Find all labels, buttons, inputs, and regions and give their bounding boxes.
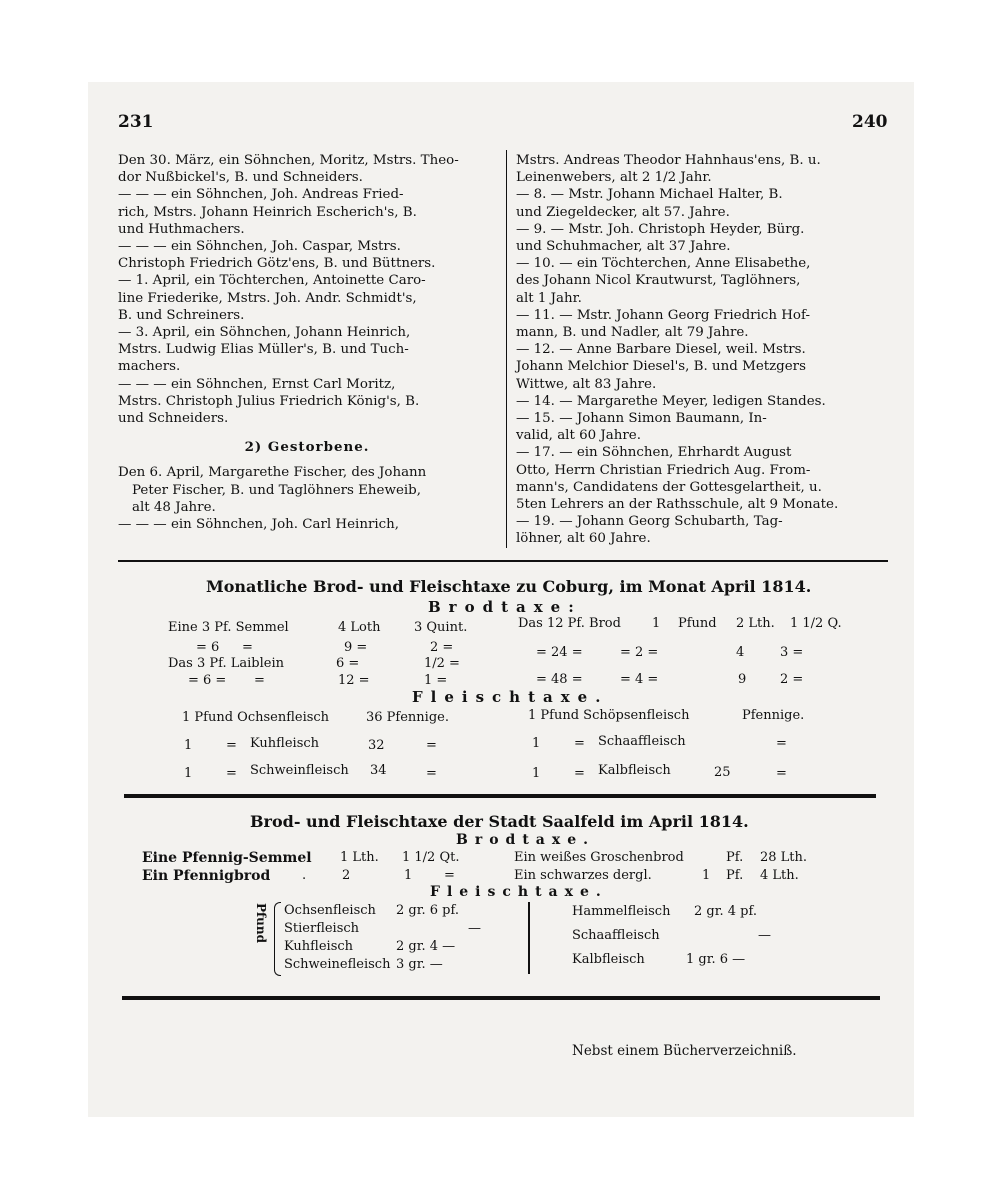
saalfeld-value: 1 xyxy=(404,868,413,883)
text-line: — 11. — Mstr. Johann Georg Friedrich Hof- xyxy=(516,307,810,323)
text-line: — — — ein Söhnchen, Joh. Andreas Fried- xyxy=(118,187,404,203)
coburg-value: 3 Quint. xyxy=(414,620,468,635)
left-column xyxy=(118,152,496,533)
saalfeld-item: Ein weißes Groschenbrod xyxy=(514,850,684,865)
coburg-value: 2 Lth. xyxy=(736,616,775,631)
section-rule xyxy=(124,794,876,798)
saalfeld-brodtaxe-heading: Brodtaxe. xyxy=(456,832,596,848)
coburg-value: = xyxy=(776,766,787,781)
section-rule xyxy=(118,560,888,562)
saalfeld-meat-price: — xyxy=(468,921,481,936)
coburg-value: 1 xyxy=(184,738,193,753)
saalfeld-value: Pf. xyxy=(726,868,744,883)
coburg-value: = xyxy=(242,640,253,655)
saalfeld-meat-item: Schweinefleisch xyxy=(284,957,391,972)
text-line: 5ten Lehrers an der Rathsschule, alt 9 Monate. xyxy=(516,497,839,513)
saalfeld-value: 1 1/2 Qt. xyxy=(402,850,460,865)
coburg-value: 3 = xyxy=(780,645,804,660)
coburg-value: = xyxy=(226,766,237,781)
text-line: Mstrs. Andreas Theodor Hahnhaus'ens, B. u. xyxy=(516,153,821,168)
coburg-meat-item: Schaaffleisch xyxy=(598,734,686,749)
saalfeld-value: = xyxy=(444,868,455,883)
text-line: machers. xyxy=(118,359,181,375)
text-line: des Johann Nicol Krautwurst, Taglöhners, xyxy=(516,273,801,289)
text-line: und Ziegeldecker, alt 57. Jahre. xyxy=(516,204,730,220)
text-line: — 14. — Margarethe Meyer, ledigen Standes. xyxy=(516,393,826,409)
text-line: und Huthmachers. xyxy=(118,221,245,237)
saalfeld-value: 2 xyxy=(342,868,351,883)
saalfeld-meat-price: 2 gr. 4 — xyxy=(396,939,456,954)
saalfeld-meat-item: Stierfleisch xyxy=(284,921,360,936)
text-line: Johann Melchior Diesel's, B. und Metzgers xyxy=(516,359,806,375)
coburg-value: 1 1/2 Q. xyxy=(790,616,842,631)
saalfeld-fleischtaxe-heading: Fleischtaxe. xyxy=(430,884,608,900)
coburg-value: = 2 = xyxy=(620,645,659,660)
coburg-value: 4 xyxy=(736,645,745,660)
coburg-value: Pfund xyxy=(678,616,717,631)
text-line: rich, Mstrs. Johann Heinrich Escherich's, B. xyxy=(118,204,417,220)
coburg-value: = xyxy=(426,738,437,753)
text-line: mann's, Candidatens der Gottesgelartheit, u. xyxy=(516,479,822,495)
saalfeld-meat-price: — xyxy=(758,928,771,943)
text-line: alt 1 Jahr. xyxy=(516,290,582,306)
coburg-value: = 48 = xyxy=(536,672,583,687)
coburg-value: = xyxy=(776,736,787,751)
text-line: Leinenwebers, alt 2 1/2 Jahr. xyxy=(516,170,712,186)
saalfeld-meat-price: 3 gr. — xyxy=(396,957,443,972)
coburg-value: 1/2 = xyxy=(424,656,460,671)
saalfeld-meat-price: 2 gr. 6 pf. xyxy=(396,903,459,918)
coburg-meat-item: 1 Pfund Schöpsenfleisch xyxy=(528,708,690,723)
text-line: Otto, Herrn Christian Friedrich Aug. From- xyxy=(516,462,811,478)
text-line: dor Nußbickel's, B. und Schneiders. xyxy=(118,170,363,186)
text-line: Den 6. April, Margarethe Fischer, des Johann xyxy=(118,465,427,481)
text-line: — 17. — ein Söhnchen, Ehrhardt August xyxy=(516,445,792,461)
text-line: — 3. April, ein Söhnchen, Johann Heinrich, xyxy=(118,325,411,341)
coburg-value: 1 xyxy=(184,766,193,781)
text-line: und Schuhmacher, alt 37 Jahre. xyxy=(516,239,731,255)
right-column xyxy=(516,152,898,548)
coburg-meat-item: Schweinfleisch xyxy=(250,763,349,778)
column-divider xyxy=(506,150,507,548)
saalfeld-value: Pf. xyxy=(726,850,744,865)
coburg-value: 12 = xyxy=(338,673,370,688)
saalfeld-meat-price: 1 gr. 6 — xyxy=(686,952,746,967)
coburg-value: 4 Loth xyxy=(338,620,381,635)
text-line: — 9. — Mstr. Joh. Christoph Heyder, Bürg. xyxy=(516,221,805,237)
brace xyxy=(274,902,281,976)
saalfeld-meat-price: 2 gr. 4 pf. xyxy=(694,904,757,919)
coburg-meat-item: 1 Pfund Ochsenfleisch xyxy=(182,710,330,725)
footer-note: Nebst einem Bücherverzeichniß. xyxy=(572,1043,797,1059)
table-divider xyxy=(528,902,530,974)
coburg-meat-item: Kuhfleisch xyxy=(250,736,320,751)
text-line: — 8. — Mstr. Johann Michael Halter, B. xyxy=(516,187,783,203)
coburg-value: 1 xyxy=(532,766,541,781)
coburg-value: = xyxy=(574,736,585,751)
coburg-meat-item: Kalbfleisch xyxy=(598,763,671,778)
coburg-value: = xyxy=(426,766,437,781)
text-line: Christoph Friedrich Götz'ens, B. und Büttners. xyxy=(118,256,436,272)
saalfeld-value: 28 Lth. xyxy=(760,850,808,865)
coburg-value: = 24 = xyxy=(536,645,583,660)
text-line: alt 48 Jahre. xyxy=(132,499,216,515)
text-line: line Friederike, Mstrs. Joh. Andr. Schmidt's, xyxy=(118,290,417,306)
coburg-item: Das 3 Pf. Laiblein xyxy=(168,656,284,671)
text-line: löhner, alt 60 Jahre. xyxy=(516,531,651,547)
saalfeld-item: Ein Pfennigbrod xyxy=(142,868,271,884)
coburg-value: = 6 xyxy=(196,640,220,655)
saalfeld-value: . xyxy=(302,868,307,883)
text-line: — — — ein Söhnchen, Joh. Caspar, Mstrs. xyxy=(118,239,401,255)
coburg-item: Eine 3 Pf. Semmel xyxy=(168,620,289,635)
pfund-label: Pfund xyxy=(254,903,268,944)
coburg-brodtaxe-heading: Brodtaxe: xyxy=(428,598,582,616)
saalfeld-meat-item: Schaaffleisch xyxy=(572,928,660,943)
text-line: Wittwe, alt 83 Jahre. xyxy=(516,376,657,392)
text-line: Mstrs. Ludwig Elias Müller's, B. und Tuch- xyxy=(118,342,409,358)
coburg-meat-price: 34 xyxy=(370,763,387,778)
coburg-value: 1 xyxy=(532,736,541,751)
coburg-value: = xyxy=(226,738,237,753)
coburg-meat-price: 32 xyxy=(368,738,385,753)
page-number-right: 240 xyxy=(852,112,888,132)
coburg-item: Das 12 Pf. Brod xyxy=(518,616,621,631)
coburg-value: 6 = xyxy=(336,656,360,671)
text-line: — 15. — Johann Simon Baumann, In- xyxy=(516,411,767,427)
saalfeld-value: 1 xyxy=(702,868,711,883)
coburg-value: 9 xyxy=(738,672,747,687)
text-line: — — — ein Söhnchen, Joh. Carl Heinrich, xyxy=(118,517,400,533)
text-line: und Schneiders. xyxy=(118,411,229,427)
coburg-value: = xyxy=(574,766,585,781)
coburg-value: 9 = xyxy=(344,640,368,655)
coburg-meat-price: Pfennige. xyxy=(742,708,805,723)
section-heading: 2) Gestorbene. xyxy=(244,439,370,456)
coburg-value: = xyxy=(254,673,265,688)
coburg-meat-price: 36 Pfennige. xyxy=(366,710,449,725)
coburg-title: Monatliche Brod- und Fleischtaxe zu Coburg, im Monat April 1814. xyxy=(206,577,812,596)
saalfeld-item: Eine Pfennig-Semmel xyxy=(142,850,312,866)
saalfeld-meat-item: Ochsenfleisch xyxy=(284,903,376,918)
coburg-value: 1 = xyxy=(424,673,448,688)
coburg-value: 2 = xyxy=(430,640,454,655)
saalfeld-meat-item: Kuhfleisch xyxy=(284,939,354,954)
text-line: valid, alt 60 Jahre. xyxy=(516,428,641,444)
text-line: — 1. April, ein Töchterchen, Antoinette Caro- xyxy=(118,273,426,289)
saalfeld-meat-item: Kalbfleisch xyxy=(572,952,645,967)
text-line: B. und Schreiners. xyxy=(118,307,245,323)
saalfeld-value: 4 Lth. xyxy=(760,868,799,883)
coburg-value: = 4 = xyxy=(620,672,659,687)
text-line: — 10. — ein Töchterchen, Anne Elisabethe, xyxy=(516,256,811,272)
coburg-fleischtaxe-heading: Fleischtaxe. xyxy=(412,688,609,706)
text-line: — 19. — Johann Georg Schubarth, Tag- xyxy=(516,514,783,530)
text-line: Den 30. März, ein Söhnchen, Moritz, Mstrs. Theo- xyxy=(118,153,459,168)
coburg-value: 1 xyxy=(652,616,661,631)
page-number-left: 231 xyxy=(118,112,154,132)
coburg-meat-price: 25 xyxy=(714,765,731,780)
text-line: mann, B. und Nadler, alt 79 Jahre. xyxy=(516,325,749,341)
text-line: Peter Fischer, B. und Taglöhners Eheweib, xyxy=(132,482,421,498)
saalfeld-value: 1 Lth. xyxy=(340,850,379,865)
coburg-value: = 6 = xyxy=(188,673,227,688)
saalfeld-item: Ein schwarzes dergl. xyxy=(514,868,652,883)
text-line: — — — ein Söhnchen, Ernst Carl Moritz, xyxy=(118,376,396,392)
saalfeld-meat-item: Hammelfleisch xyxy=(572,904,671,919)
text-line: — 12. — Anne Barbare Diesel, weil. Mstrs. xyxy=(516,342,806,358)
section-rule xyxy=(122,996,880,1000)
text-line: Mstrs. Christoph Julius Friedrich König's, B. xyxy=(118,393,420,409)
coburg-value: 2 = xyxy=(780,672,804,687)
saalfeld-title: Brod- und Fleischtaxe der Stadt Saalfeld im April 1814. xyxy=(250,812,749,831)
